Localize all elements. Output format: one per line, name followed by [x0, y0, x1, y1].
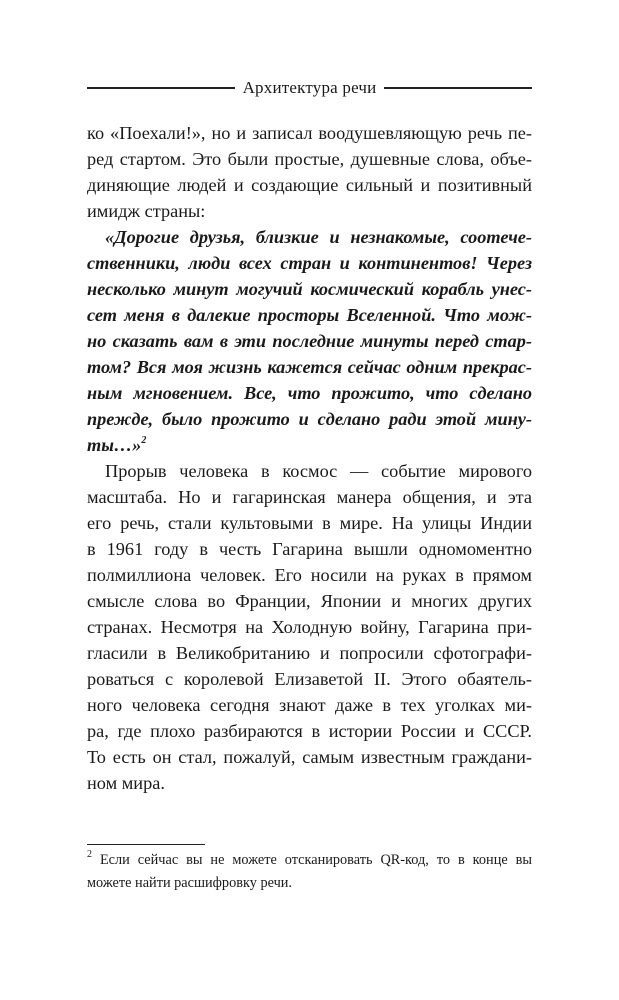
- para-line: ра, где плохо разбираются в истории России и СССР.: [87, 721, 532, 741]
- quote-line: ственники, люди всех стран и континентов! Через: [87, 253, 532, 273]
- footnote-line: [87, 850, 532, 871]
- para-line: его речь, стали культовыми в мире. На улицы Индии: [87, 513, 532, 533]
- quote-line: сет меня в далекие просторы Вселенной. Что мож-: [87, 305, 532, 325]
- para-line: роваться с королевой Елизаветой II. Этого обаятель-: [87, 669, 532, 689]
- body-line: имидж страны:: [87, 201, 206, 221]
- running-header: [87, 78, 532, 98]
- quote-end-text: ты…»: [87, 435, 142, 455]
- body-line: диняющие людей и создающие сильный и позитивный: [87, 175, 532, 195]
- quote-line: прежде, было прожито и сделано ради этой мину-: [87, 409, 532, 429]
- para-line: полмиллиона человек. Его носили на руках в прямом: [87, 565, 532, 585]
- quote-line: ным мгновением. Все, что прожито, что сделано: [87, 383, 532, 403]
- para-line: ного человека сегодня знают даже в тех уголках ми-: [87, 695, 532, 715]
- para-line: масштаба. Но и гагаринская манера общения, и эта: [87, 487, 532, 507]
- footnote-ref[interactable]: 2: [141, 434, 147, 446]
- quote-line-last: [87, 432, 532, 458]
- quote-line: несколько минут могучий космический корабль унес-: [87, 279, 532, 299]
- footnote-text: Если сейчас вы не можете отсканировать QR-код, то в конце вы: [99, 852, 532, 868]
- header-rule-left: [87, 87, 235, 89]
- para-line: странах. Несмотря на Холодную войну, Гагарина при-: [87, 617, 532, 637]
- quote-line: «Дорогие друзья, близкие и незнакомые, соотече-: [105, 227, 532, 247]
- para-line: в 1961 году в честь Гагарина вышли одномоментно: [87, 539, 532, 559]
- para-line: То есть он стал, пожалуй, самым известным граждани-: [87, 747, 532, 767]
- footnote-marker: 2: [87, 849, 92, 861]
- header-rule-right: [384, 87, 532, 89]
- header-title: Архитектура речи: [242, 78, 377, 97]
- body-line: ред стартом. Это были простые, душевные слова, объе-: [87, 149, 532, 169]
- footnote-rule: [87, 844, 205, 845]
- body-line: ко «Поехали!», но и записал воодушевляющую речь пе-: [87, 123, 532, 143]
- quote-line: но сказать вам в эти последние минуты перед стар-: [87, 331, 532, 351]
- para-line: ном мира.: [87, 773, 165, 793]
- para-line: смысле слова во Франции, Японии и многих других: [87, 591, 532, 611]
- footnote-line: можете найти расшифровку речи.: [87, 875, 292, 891]
- quote-line: том? Вся моя жизнь кажется сейчас одним прекрас-: [87, 357, 532, 377]
- para-line: Прорыв человека в космос — событие мирового: [105, 461, 532, 481]
- para-line: гласили в Великобританию и попросили сфотографи-: [87, 643, 532, 663]
